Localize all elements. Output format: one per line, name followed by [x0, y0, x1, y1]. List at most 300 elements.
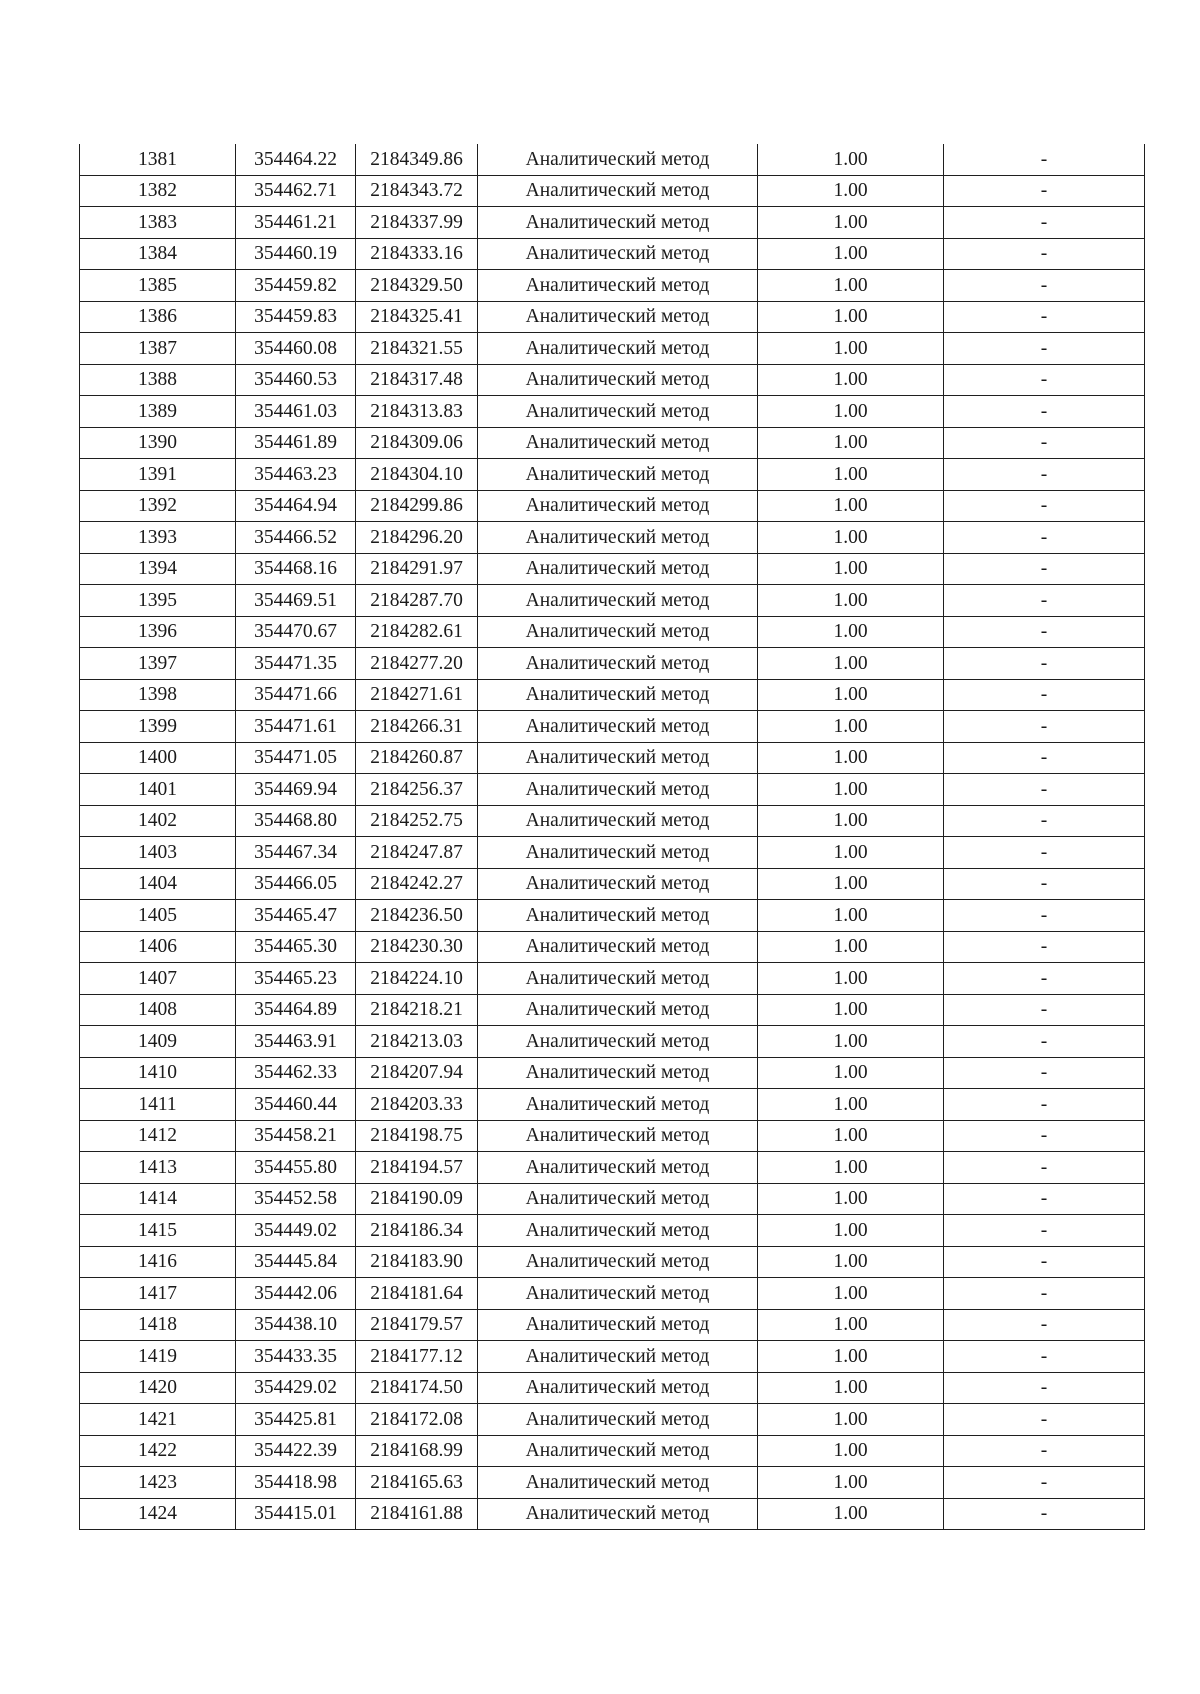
method-cell: Аналитический метод	[478, 1278, 758, 1310]
note-cell: -	[944, 490, 1145, 522]
note-cell: -	[944, 963, 1145, 995]
y-coordinate-cell: 2184230.30	[356, 931, 478, 963]
x-coordinate-cell: 354425.81	[236, 1404, 356, 1436]
table-row	[80, 1183, 1145, 1215]
method-cell: Аналитический метод	[478, 1309, 758, 1341]
method-cell: Аналитический метод	[478, 1057, 758, 1089]
y-coordinate-cell: 2184271.61	[356, 679, 478, 711]
point-number-cell: 1424	[80, 1498, 236, 1530]
x-coordinate-cell: 354465.23	[236, 963, 356, 995]
note-cell: -	[944, 1120, 1145, 1152]
x-coordinate-cell: 354461.21	[236, 207, 356, 239]
y-coordinate-cell: 2184236.50	[356, 900, 478, 932]
table-row	[80, 1089, 1145, 1121]
accuracy-cell: 1.00	[758, 1152, 944, 1184]
coordinates-table-body	[80, 144, 1145, 1530]
note-cell: -	[944, 1435, 1145, 1467]
note-cell: -	[944, 1341, 1145, 1373]
method-cell: Аналитический метод	[478, 207, 758, 239]
table-row	[80, 1435, 1145, 1467]
y-coordinate-cell: 2184325.41	[356, 301, 478, 333]
note-cell: -	[944, 522, 1145, 554]
x-coordinate-cell: 354464.94	[236, 490, 356, 522]
point-number-cell: 1411	[80, 1089, 236, 1121]
method-cell: Аналитический метод	[478, 364, 758, 396]
method-cell: Аналитический метод	[478, 1215, 758, 1247]
point-number-cell: 1398	[80, 679, 236, 711]
accuracy-cell: 1.00	[758, 1498, 944, 1530]
accuracy-cell: 1.00	[758, 1278, 944, 1310]
x-coordinate-cell: 354463.23	[236, 459, 356, 491]
point-number-cell: 1406	[80, 931, 236, 963]
x-coordinate-cell: 354455.80	[236, 1152, 356, 1184]
note-cell: -	[944, 238, 1145, 270]
table-row	[80, 301, 1145, 333]
x-coordinate-cell: 354452.58	[236, 1183, 356, 1215]
table-row	[80, 1120, 1145, 1152]
point-number-cell: 1419	[80, 1341, 236, 1373]
x-coordinate-cell: 354460.08	[236, 333, 356, 365]
x-coordinate-cell: 354469.94	[236, 774, 356, 806]
point-number-cell: 1390	[80, 427, 236, 459]
accuracy-cell: 1.00	[758, 1467, 944, 1499]
table-row	[80, 616, 1145, 648]
accuracy-cell: 1.00	[758, 459, 944, 491]
y-coordinate-cell: 2184213.03	[356, 1026, 478, 1058]
note-cell: -	[944, 1215, 1145, 1247]
note-cell: -	[944, 805, 1145, 837]
accuracy-cell: 1.00	[758, 1309, 944, 1341]
x-coordinate-cell: 354449.02	[236, 1215, 356, 1247]
method-cell: Аналитический метод	[478, 301, 758, 333]
table-row	[80, 1152, 1145, 1184]
accuracy-cell: 1.00	[758, 774, 944, 806]
y-coordinate-cell: 2184329.50	[356, 270, 478, 302]
method-cell: Аналитический метод	[478, 1152, 758, 1184]
table-row	[80, 490, 1145, 522]
y-coordinate-cell: 2184299.86	[356, 490, 478, 522]
method-cell: Аналитический метод	[478, 1246, 758, 1278]
method-cell: Аналитический метод	[478, 805, 758, 837]
x-coordinate-cell: 354471.66	[236, 679, 356, 711]
accuracy-cell: 1.00	[758, 679, 944, 711]
x-coordinate-cell: 354463.91	[236, 1026, 356, 1058]
method-cell: Аналитический метод	[478, 1372, 758, 1404]
table-row	[80, 1404, 1145, 1436]
point-number-cell: 1405	[80, 900, 236, 932]
x-coordinate-cell: 354464.89	[236, 994, 356, 1026]
table-row	[80, 1278, 1145, 1310]
y-coordinate-cell: 2184203.33	[356, 1089, 478, 1121]
method-cell: Аналитический метод	[478, 711, 758, 743]
x-coordinate-cell: 354464.22	[236, 144, 356, 175]
point-number-cell: 1392	[80, 490, 236, 522]
x-coordinate-cell: 354468.80	[236, 805, 356, 837]
point-number-cell: 1388	[80, 364, 236, 396]
point-number-cell: 1412	[80, 1120, 236, 1152]
table-row	[80, 931, 1145, 963]
method-cell: Аналитический метод	[478, 679, 758, 711]
note-cell: -	[944, 711, 1145, 743]
accuracy-cell: 1.00	[758, 1183, 944, 1215]
table-row	[80, 522, 1145, 554]
table-row	[80, 207, 1145, 239]
accuracy-cell: 1.00	[758, 522, 944, 554]
x-coordinate-cell: 354466.52	[236, 522, 356, 554]
x-coordinate-cell: 354442.06	[236, 1278, 356, 1310]
accuracy-cell: 1.00	[758, 900, 944, 932]
x-coordinate-cell: 354465.30	[236, 931, 356, 963]
accuracy-cell: 1.00	[758, 711, 944, 743]
x-coordinate-cell: 354461.03	[236, 396, 356, 428]
x-coordinate-cell: 354461.89	[236, 427, 356, 459]
x-coordinate-cell: 354465.47	[236, 900, 356, 932]
note-cell: -	[944, 616, 1145, 648]
accuracy-cell: 1.00	[758, 396, 944, 428]
note-cell: -	[944, 868, 1145, 900]
accuracy-cell: 1.00	[758, 616, 944, 648]
accuracy-cell: 1.00	[758, 648, 944, 680]
point-number-cell: 1400	[80, 742, 236, 774]
x-coordinate-cell: 354470.67	[236, 616, 356, 648]
table-row	[80, 774, 1145, 806]
accuracy-cell: 1.00	[758, 1246, 944, 1278]
table-row	[80, 1498, 1145, 1530]
note-cell: -	[944, 837, 1145, 869]
y-coordinate-cell: 2184207.94	[356, 1057, 478, 1089]
accuracy-cell: 1.00	[758, 238, 944, 270]
method-cell: Аналитический метод	[478, 900, 758, 932]
y-coordinate-cell: 2184177.12	[356, 1341, 478, 1373]
y-coordinate-cell: 2184161.88	[356, 1498, 478, 1530]
point-number-cell: 1393	[80, 522, 236, 554]
x-coordinate-cell: 354471.35	[236, 648, 356, 680]
point-number-cell: 1389	[80, 396, 236, 428]
y-coordinate-cell: 2184242.27	[356, 868, 478, 900]
table-row	[80, 679, 1145, 711]
point-number-cell: 1399	[80, 711, 236, 743]
note-cell: -	[944, 553, 1145, 585]
x-coordinate-cell: 354459.82	[236, 270, 356, 302]
point-number-cell: 1407	[80, 963, 236, 995]
table-row	[80, 585, 1145, 617]
y-coordinate-cell: 2184282.61	[356, 616, 478, 648]
x-coordinate-cell: 354471.05	[236, 742, 356, 774]
accuracy-cell: 1.00	[758, 585, 944, 617]
method-cell: Аналитический метод	[478, 144, 758, 175]
table-row	[80, 270, 1145, 302]
accuracy-cell: 1.00	[758, 270, 944, 302]
point-number-cell: 1387	[80, 333, 236, 365]
x-coordinate-cell: 354466.05	[236, 868, 356, 900]
table-row	[80, 459, 1145, 491]
accuracy-cell: 1.00	[758, 1089, 944, 1121]
accuracy-cell: 1.00	[758, 963, 944, 995]
note-cell: -	[944, 270, 1145, 302]
x-coordinate-cell: 354460.44	[236, 1089, 356, 1121]
point-number-cell: 1402	[80, 805, 236, 837]
note-cell: -	[944, 994, 1145, 1026]
point-number-cell: 1413	[80, 1152, 236, 1184]
table-row	[80, 1467, 1145, 1499]
x-coordinate-cell: 354418.98	[236, 1467, 356, 1499]
point-number-cell: 1423	[80, 1467, 236, 1499]
y-coordinate-cell: 2184309.06	[356, 427, 478, 459]
table-row	[80, 427, 1145, 459]
note-cell: -	[944, 1183, 1145, 1215]
note-cell: -	[944, 1498, 1145, 1530]
point-number-cell: 1397	[80, 648, 236, 680]
method-cell: Аналитический метод	[478, 585, 758, 617]
method-cell: Аналитический метод	[478, 774, 758, 806]
y-coordinate-cell: 2184247.87	[356, 837, 478, 869]
accuracy-cell: 1.00	[758, 1120, 944, 1152]
table-row	[80, 648, 1145, 680]
x-coordinate-cell: 354460.19	[236, 238, 356, 270]
method-cell: Аналитический метод	[478, 1026, 758, 1058]
method-cell: Аналитический метод	[478, 1089, 758, 1121]
method-cell: Аналитический метод	[478, 553, 758, 585]
y-coordinate-cell: 2184337.99	[356, 207, 478, 239]
accuracy-cell: 1.00	[758, 553, 944, 585]
x-coordinate-cell: 354460.53	[236, 364, 356, 396]
method-cell: Аналитический метод	[478, 837, 758, 869]
x-coordinate-cell: 354462.33	[236, 1057, 356, 1089]
note-cell: -	[944, 144, 1145, 175]
y-coordinate-cell: 2184165.63	[356, 1467, 478, 1499]
y-coordinate-cell: 2184343.72	[356, 175, 478, 207]
method-cell: Аналитический метод	[478, 1498, 758, 1530]
point-number-cell: 1395	[80, 585, 236, 617]
y-coordinate-cell: 2184198.75	[356, 1120, 478, 1152]
method-cell: Аналитический метод	[478, 427, 758, 459]
x-coordinate-cell: 354415.01	[236, 1498, 356, 1530]
y-coordinate-cell: 2184179.57	[356, 1309, 478, 1341]
y-coordinate-cell: 2184172.08	[356, 1404, 478, 1436]
method-cell: Аналитический метод	[478, 1120, 758, 1152]
accuracy-cell: 1.00	[758, 333, 944, 365]
method-cell: Аналитический метод	[478, 1467, 758, 1499]
y-coordinate-cell: 2184260.87	[356, 742, 478, 774]
y-coordinate-cell: 2184296.20	[356, 522, 478, 554]
point-number-cell: 1422	[80, 1435, 236, 1467]
note-cell: -	[944, 1057, 1145, 1089]
point-number-cell: 1391	[80, 459, 236, 491]
table-row	[80, 1215, 1145, 1247]
table-row	[80, 1309, 1145, 1341]
y-coordinate-cell: 2184349.86	[356, 144, 478, 175]
table-row	[80, 553, 1145, 585]
point-number-cell: 1410	[80, 1057, 236, 1089]
method-cell: Аналитический метод	[478, 175, 758, 207]
method-cell: Аналитический метод	[478, 270, 758, 302]
accuracy-cell: 1.00	[758, 1057, 944, 1089]
y-coordinate-cell: 2184168.99	[356, 1435, 478, 1467]
y-coordinate-cell: 2184313.83	[356, 396, 478, 428]
point-number-cell: 1386	[80, 301, 236, 333]
x-coordinate-cell: 354471.61	[236, 711, 356, 743]
x-coordinate-cell: 354438.10	[236, 1309, 356, 1341]
method-cell: Аналитический метод	[478, 396, 758, 428]
y-coordinate-cell: 2184321.55	[356, 333, 478, 365]
accuracy-cell: 1.00	[758, 207, 944, 239]
note-cell: -	[944, 1278, 1145, 1310]
point-number-cell: 1401	[80, 774, 236, 806]
point-number-cell: 1408	[80, 994, 236, 1026]
y-coordinate-cell: 2184291.97	[356, 553, 478, 585]
accuracy-cell: 1.00	[758, 1435, 944, 1467]
note-cell: -	[944, 1372, 1145, 1404]
note-cell: -	[944, 1026, 1145, 1058]
accuracy-cell: 1.00	[758, 364, 944, 396]
note-cell: -	[944, 648, 1145, 680]
accuracy-cell: 1.00	[758, 742, 944, 774]
point-number-cell: 1382	[80, 175, 236, 207]
y-coordinate-cell: 2184181.64	[356, 1278, 478, 1310]
note-cell: -	[944, 427, 1145, 459]
note-cell: -	[944, 774, 1145, 806]
y-coordinate-cell: 2184183.90	[356, 1246, 478, 1278]
point-number-cell: 1404	[80, 868, 236, 900]
method-cell: Аналитический метод	[478, 963, 758, 995]
point-number-cell: 1417	[80, 1278, 236, 1310]
accuracy-cell: 1.00	[758, 1372, 944, 1404]
table-row	[80, 175, 1145, 207]
method-cell: Аналитический метод	[478, 1341, 758, 1373]
point-number-cell: 1420	[80, 1372, 236, 1404]
accuracy-cell: 1.00	[758, 175, 944, 207]
table-row	[80, 238, 1145, 270]
method-cell: Аналитический метод	[478, 459, 758, 491]
x-coordinate-cell: 354458.21	[236, 1120, 356, 1152]
point-number-cell: 1383	[80, 207, 236, 239]
note-cell: -	[944, 175, 1145, 207]
table-row	[80, 963, 1145, 995]
y-coordinate-cell: 2184174.50	[356, 1372, 478, 1404]
note-cell: -	[944, 1309, 1145, 1341]
accuracy-cell: 1.00	[758, 427, 944, 459]
point-number-cell: 1385	[80, 270, 236, 302]
table-row	[80, 1246, 1145, 1278]
y-coordinate-cell: 2184287.70	[356, 585, 478, 617]
point-number-cell: 1394	[80, 553, 236, 585]
note-cell: -	[944, 1467, 1145, 1499]
accuracy-cell: 1.00	[758, 868, 944, 900]
point-number-cell: 1384	[80, 238, 236, 270]
y-coordinate-cell: 2184256.37	[356, 774, 478, 806]
x-coordinate-cell: 354468.16	[236, 553, 356, 585]
table-row	[80, 333, 1145, 365]
x-coordinate-cell: 354459.83	[236, 301, 356, 333]
point-number-cell: 1409	[80, 1026, 236, 1058]
y-coordinate-cell: 2184194.57	[356, 1152, 478, 1184]
point-number-cell: 1381	[80, 144, 236, 175]
note-cell: -	[944, 396, 1145, 428]
note-cell: -	[944, 364, 1145, 396]
table-row	[80, 805, 1145, 837]
point-number-cell: 1416	[80, 1246, 236, 1278]
note-cell: -	[944, 207, 1145, 239]
accuracy-cell: 1.00	[758, 1404, 944, 1436]
note-cell: -	[944, 1404, 1145, 1436]
y-coordinate-cell: 2184304.10	[356, 459, 478, 491]
point-number-cell: 1403	[80, 837, 236, 869]
table-row	[80, 1026, 1145, 1058]
table-row	[80, 1372, 1145, 1404]
method-cell: Аналитический метод	[478, 931, 758, 963]
method-cell: Аналитический метод	[478, 994, 758, 1026]
note-cell: -	[944, 1089, 1145, 1121]
accuracy-cell: 1.00	[758, 1215, 944, 1247]
point-number-cell: 1396	[80, 616, 236, 648]
method-cell: Аналитический метод	[478, 1435, 758, 1467]
x-coordinate-cell: 354422.39	[236, 1435, 356, 1467]
note-cell: -	[944, 333, 1145, 365]
x-coordinate-cell: 354467.34	[236, 837, 356, 869]
x-coordinate-cell: 354429.02	[236, 1372, 356, 1404]
table-row	[80, 837, 1145, 869]
accuracy-cell: 1.00	[758, 805, 944, 837]
accuracy-cell: 1.00	[758, 301, 944, 333]
accuracy-cell: 1.00	[758, 1341, 944, 1373]
method-cell: Аналитический метод	[478, 1183, 758, 1215]
table-row	[80, 1341, 1145, 1373]
accuracy-cell: 1.00	[758, 490, 944, 522]
x-coordinate-cell: 354445.84	[236, 1246, 356, 1278]
point-number-cell: 1418	[80, 1309, 236, 1341]
note-cell: -	[944, 931, 1145, 963]
accuracy-cell: 1.00	[758, 144, 944, 175]
method-cell: Аналитический метод	[478, 238, 758, 270]
table-row	[80, 1057, 1145, 1089]
y-coordinate-cell: 2184186.34	[356, 1215, 478, 1247]
y-coordinate-cell: 2184224.10	[356, 963, 478, 995]
x-coordinate-cell: 354433.35	[236, 1341, 356, 1373]
coordinates-table	[79, 144, 1145, 1530]
method-cell: Аналитический метод	[478, 648, 758, 680]
table-row	[80, 994, 1145, 1026]
y-coordinate-cell: 2184190.09	[356, 1183, 478, 1215]
note-cell: -	[944, 679, 1145, 711]
note-cell: -	[944, 742, 1145, 774]
table-row	[80, 900, 1145, 932]
accuracy-cell: 1.00	[758, 994, 944, 1026]
method-cell: Аналитический метод	[478, 868, 758, 900]
method-cell: Аналитический метод	[478, 1404, 758, 1436]
point-number-cell: 1414	[80, 1183, 236, 1215]
note-cell: -	[944, 459, 1145, 491]
table-row	[80, 711, 1145, 743]
point-number-cell: 1421	[80, 1404, 236, 1436]
table-row	[80, 396, 1145, 428]
note-cell: -	[944, 301, 1145, 333]
table-row	[80, 868, 1145, 900]
accuracy-cell: 1.00	[758, 837, 944, 869]
table-row	[80, 742, 1145, 774]
accuracy-cell: 1.00	[758, 931, 944, 963]
table-row	[80, 364, 1145, 396]
y-coordinate-cell: 2184317.48	[356, 364, 478, 396]
note-cell: -	[944, 585, 1145, 617]
y-coordinate-cell: 2184277.20	[356, 648, 478, 680]
method-cell: Аналитический метод	[478, 490, 758, 522]
note-cell: -	[944, 1152, 1145, 1184]
method-cell: Аналитический метод	[478, 742, 758, 774]
point-number-cell: 1415	[80, 1215, 236, 1247]
note-cell: -	[944, 900, 1145, 932]
x-coordinate-cell: 354462.71	[236, 175, 356, 207]
y-coordinate-cell: 2184252.75	[356, 805, 478, 837]
